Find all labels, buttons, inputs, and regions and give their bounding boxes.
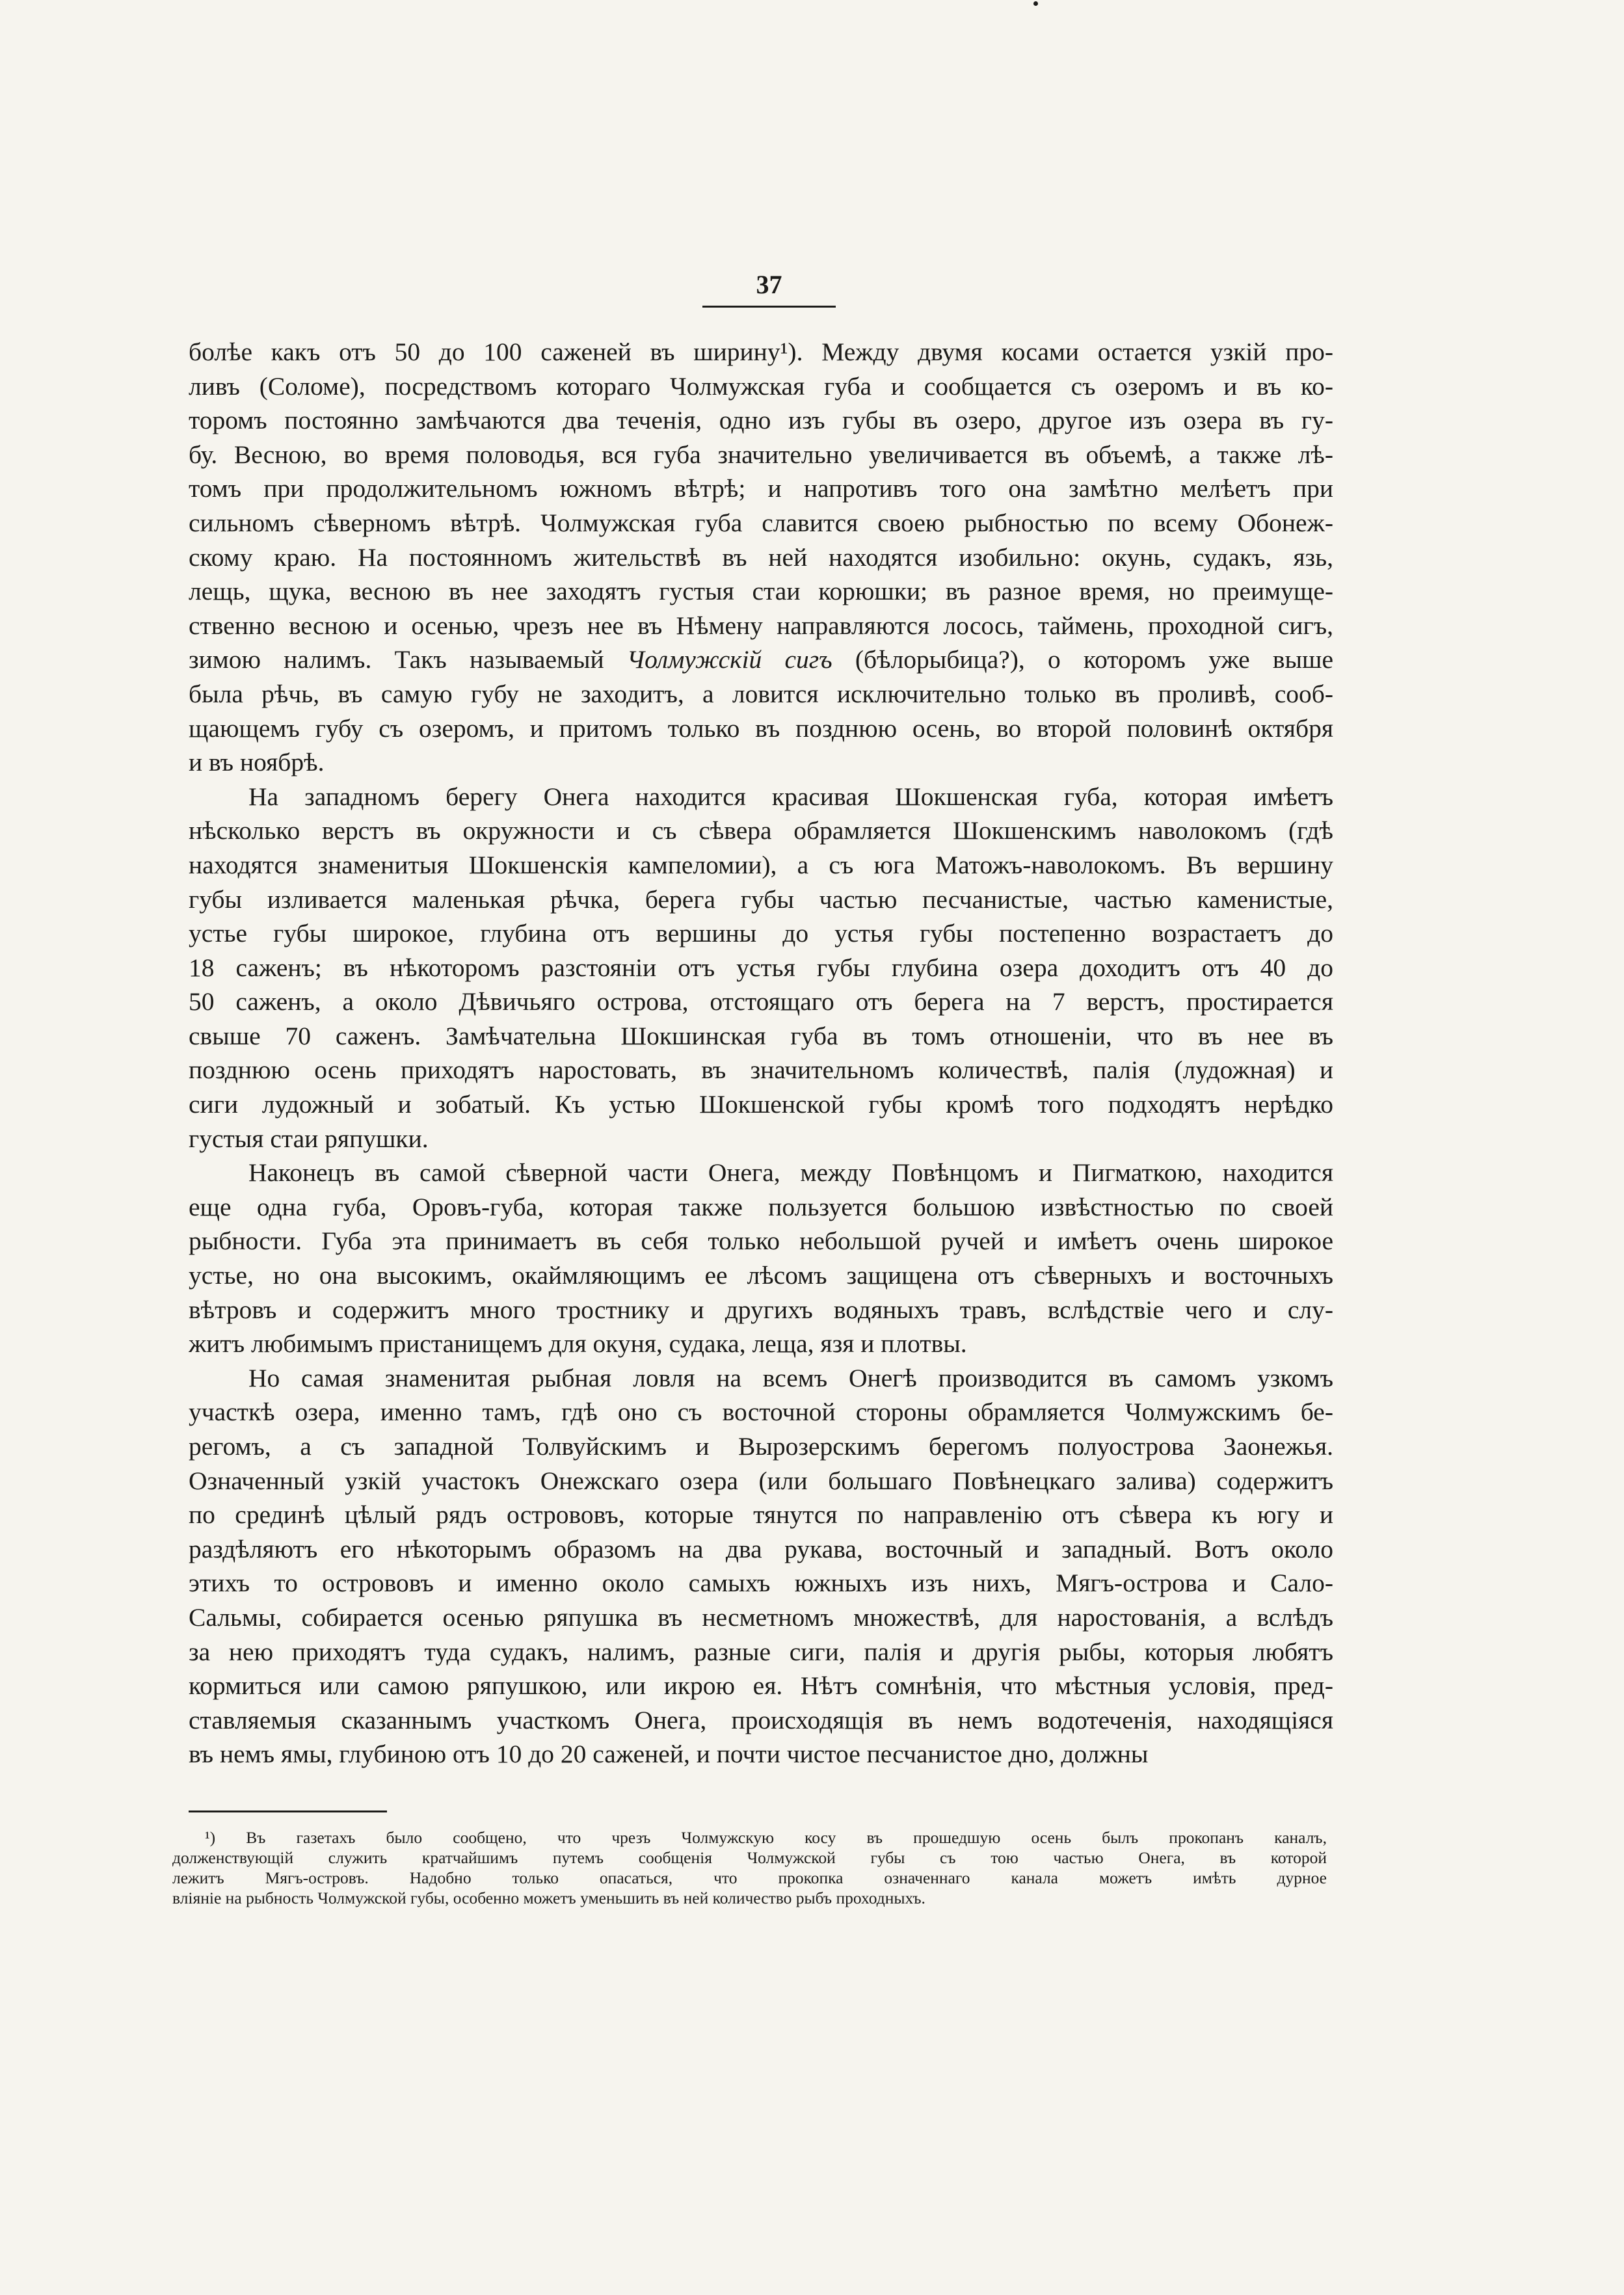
text-line: Означенный узкій участокъ Онежскаго озера (или большаго Повѣнецкаго залива) содержитъ xyxy=(189,1466,1333,1495)
text-line: въ немъ ямы, глубиною отъ 10 до 20 саженей, и почти чистое песчанистое дно, должны xyxy=(189,1740,1149,1769)
text-line: свыше 70 саженъ. Замѣчательна Шокшинская губа въ томъ отношеніи, что въ нее въ xyxy=(189,1021,1333,1050)
text-line: раздѣляютъ его нѣкоторымъ образомъ на два рукава, восточный и западный. Вотъ около xyxy=(189,1534,1333,1563)
body-text xyxy=(189,335,1333,1771)
page-number: 37 xyxy=(756,270,782,299)
text-line: сиги лудожный и зобатый. Къ устью Шокшенской губы кромѣ того подходятъ нерѣдко xyxy=(189,1090,1333,1119)
footnote-line: ¹) Въ газетахъ было сообщено, что чрезъ Чолмужскую косу въ прошедшую осень былъ прокопанъ каналъ, xyxy=(205,1828,1327,1847)
text-line: щающемъ губу съ озеромъ, и притомъ только въ позднюю осень, во второй половинѣ октября xyxy=(189,713,1333,743)
text-line: регомъ, а съ западной Толвуйскимъ и Вырозерскимъ берегомъ полуострова Заонежья. xyxy=(189,1432,1333,1461)
text-line: устье губы широкое, глубина отъ вершины до устья губы постепенно возрастаетъ до xyxy=(189,919,1333,948)
text-line: находятся знаменитыя Шокшенскія кампеломии), а съ юга Матожъ-наволокомъ. Въ вершину xyxy=(189,850,1333,879)
text-line: Наконецъ въ самой сѣверной части Онега, между Повѣнцомъ и Пигматкою, находится xyxy=(248,1158,1333,1187)
text-line: Сальмы, собирается осенью ряпушка въ несметномъ множествѣ, для наростованія, а вслѣдъ xyxy=(189,1602,1333,1632)
text-line: участкѣ озера, именно тамъ, гдѣ оно съ восточной стороны обрамляется Чолмужскимъ бе- xyxy=(189,1398,1333,1427)
text-line: позднюю осень приходятъ наростовать, въ значительномъ количествѣ, палія (лудожная) и xyxy=(189,1055,1333,1085)
text-line: вѣтровъ и содержитъ много тростнику и другихъ водяныхъ травъ, вслѣдствіе чего и слу- xyxy=(189,1295,1333,1324)
text-line: житъ любимымъ пристанищемъ для окуня, судака, леща, язя и плотвы. xyxy=(189,1329,967,1359)
text-line: была рѣчь, въ самую губу не заходитъ, а ловится исключительно только въ проливѣ, сооб- xyxy=(189,679,1333,708)
text-line: ливъ (Соломе), посредствомъ котораго Чолмужская губа и сообщается съ озеромъ и въ ко- xyxy=(189,371,1333,401)
text-line: еще одна губа, Оровъ-губа, которая также пользуется большою извѣстностью по своей xyxy=(189,1192,1333,1221)
text-line: зимою налимъ. Такъ называемый Чолмужскій сигъ (бѣлорыбица?), о которомъ уже выше xyxy=(189,645,1333,674)
text-line: рыбности. Губа эта принимаетъ въ себя только небольшой ручей и имѣетъ очень широкое xyxy=(189,1227,1333,1256)
footnotes xyxy=(172,1827,1327,1908)
text-line: ственно весною и осенью, чрезъ нее въ Нѣмену направляются лосось, таймень, проходной сигъ, xyxy=(189,611,1333,640)
text-line: На западномъ берегу Онега находится красивая Шокшенская губа, которая имѣетъ xyxy=(248,782,1333,811)
text-line: бу. Весною, во время половодья, вся губа значительно увеличивается въ объемѣ, а также лѣ- xyxy=(189,440,1333,469)
text-line: за нею приходятъ туда судакъ, налимъ, разные сиги, палія и другія рыбы, которыя любятъ xyxy=(189,1637,1333,1666)
text-line: кормиться или самою ряпушкою, или икрою ея. Нѣтъ сомнѣнія, что мѣстныя условія, пред- xyxy=(189,1671,1333,1701)
text-line: болѣе какъ отъ 50 до 100 саженей въ ширину¹). Между двумя косами остается узкій про- xyxy=(189,338,1333,366)
text-line: сильномъ сѣверномъ вѣтрѣ. Чолмужская губа славится своею рыбностью по всему Обонеж- xyxy=(189,508,1333,537)
text-line: густыя стаи ряпушки. xyxy=(189,1124,429,1153)
page-dot xyxy=(1033,1,1038,6)
footnote-rule xyxy=(189,1811,387,1812)
text-line: торомъ постоянно замѣчаются два теченія, одно изъ губы въ озеро, другое изъ озера въ гу- xyxy=(189,406,1333,435)
paragraph xyxy=(189,335,1333,780)
text-line: и въ ноябрѣ. xyxy=(189,748,325,777)
text-line: скому краю. На постоянномъ жительствѣ въ ней находятся изобильно: окунь, судакъ, язь, xyxy=(189,542,1333,572)
text-line: по срединѣ цѣлый рядъ острововъ, которые тянутся по направленію отъ сѣвера къ югу и xyxy=(189,1500,1333,1530)
text-line: 50 саженъ, а около Дѣвичьяго острова, отстоящаго отъ берега на 7 верстъ, простирается xyxy=(189,987,1333,1016)
footnote-line: долженствующій служить кратчайшимъ путемъ сообщенія Чолмужской губы съ тою частью Онега, въ которой xyxy=(172,1848,1327,1867)
text-line: ставляемыя сказаннымъ участкомъ Онега, происходящія въ немъ водотеченія, находящіяся xyxy=(189,1705,1333,1734)
text-line: томъ при продолжительномъ южномъ вѣтрѣ; и напротивъ того она замѣтно мелѣетъ при xyxy=(189,474,1333,503)
paragraph xyxy=(189,780,1333,1156)
footnote-line: лежитъ Мягъ-островъ. Надобно только опасаться, что прокопка означеннаго канала можетъ имѣть дурное xyxy=(172,1868,1327,1887)
text-line: нѣсколько верстъ въ окружности и съ сѣвера обрамляется Шокшенскимъ наволокомъ (гдѣ xyxy=(189,816,1333,845)
text-line: 18 саженъ; въ нѣкоторомъ разстояніи отъ устья губы глубина озера доходитъ отъ 40 до xyxy=(189,953,1333,982)
paragraph xyxy=(189,1156,1333,1361)
text-line: Но самая знаменитая рыбная ловля на всемъ Онегѣ производится въ самомъ узкомъ xyxy=(248,1363,1333,1392)
text-line: лещь, щука, весною въ нее заходятъ густыя стаи корюшки; въ разное время, но преимуще- xyxy=(189,577,1333,606)
text-line: устье, но она высокимъ, окаймляющимъ ее лѣсомъ защищена отъ сѣверныхъ и восточныхъ xyxy=(189,1261,1333,1290)
footnote-line: вліяніе на рыбность Чолмужской губы, особенно можетъ уменьшить въ ней количество рыбъ проходныхъ. xyxy=(172,1889,925,1907)
text-line: этихъ то острововъ и именно около самыхъ южныхъ изъ нихъ, Мягъ-острова и Сало- xyxy=(189,1569,1333,1598)
page-number-rule xyxy=(702,306,836,308)
paragraph xyxy=(189,1361,1333,1771)
text-line: губы изливается маленькая рѣчка, берега губы частью песчанистые, частью каменистые, xyxy=(189,884,1333,914)
